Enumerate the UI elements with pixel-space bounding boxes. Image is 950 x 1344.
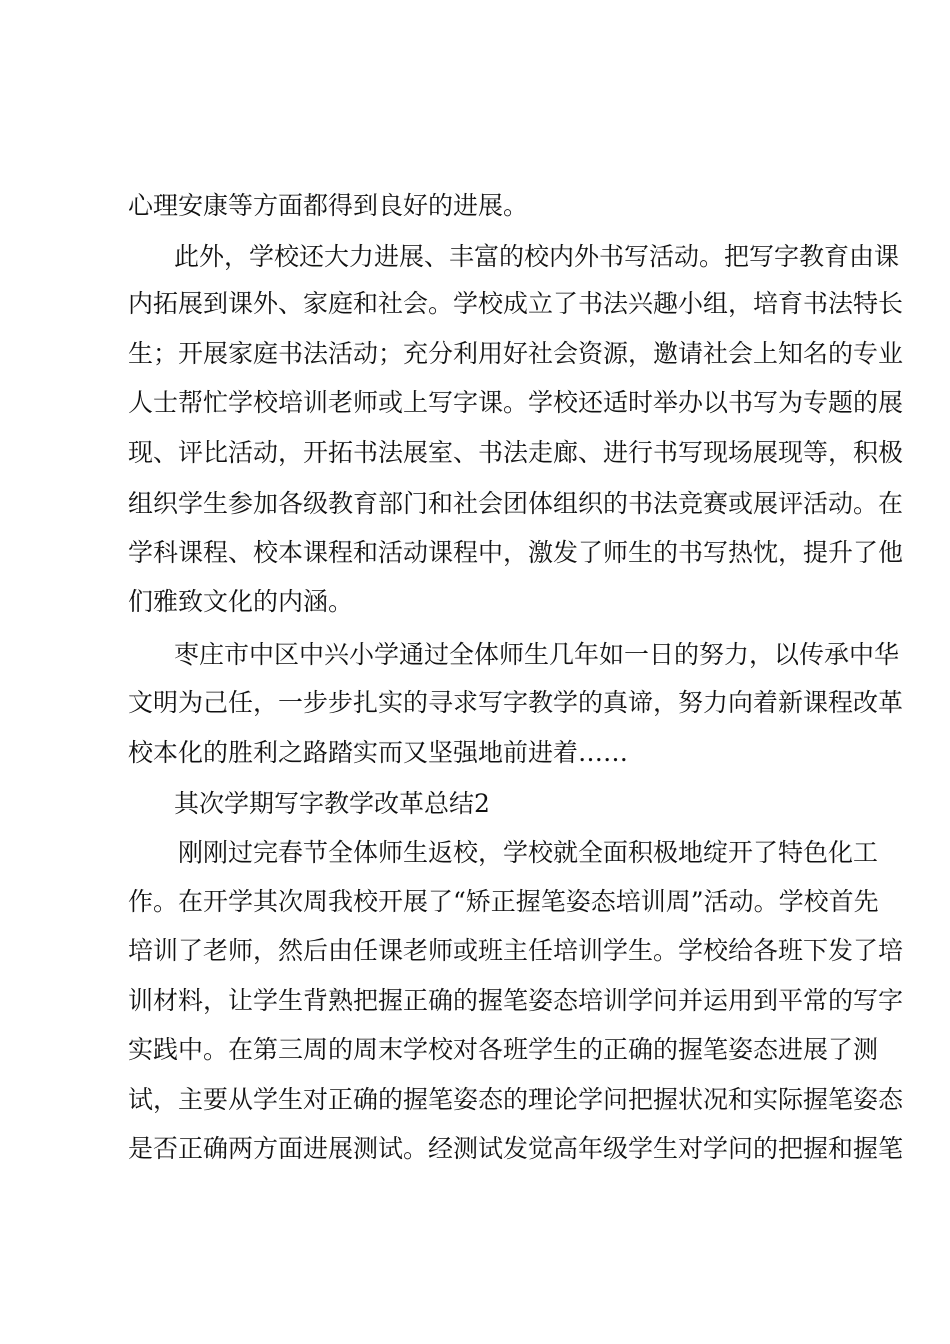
text-line-content: 生；开展家庭书法活动；充分利用好社会资源，邀请社会上知名的专业 [128,339,904,368]
text-line-content: 们雅致文化的内涵。 [128,587,354,616]
text-line-content: 枣庄市中区中兴小学通过全体师生几年如一日的努力，以传承中华 [174,640,900,669]
text-line-content: 试，主要从学生对正确的握笔姿态的理论学问把握状况和实际握笔姿态 [128,1085,904,1114]
text-line-content: 学科课程、校本课程和活动课程中，激发了师生的书写热忱，提升了他 [128,538,904,567]
text-line-content: 校本化的胜利之路踏实而又坚强地前进着…… [128,738,629,767]
section-heading-text: 其次学期写字教学改革总结2 [174,789,490,818]
text-line-content: 内拓展到课外、家庭和社会。学校成立了书法兴趣小组，培育书法特长 [128,289,904,318]
text-line-content: 实践中。在第三周的周末学校对各班学生的正确的握笔姿态进展了测 [128,1035,879,1064]
text-line-content: 现、评比活动，开拓书法展室、书法走廊、进行书写现场展现等，积极 [128,438,904,467]
text-line-content: 人士帮忙学校培训老师或上写字课。学校还适时举办以书写为专题的展 [128,388,904,417]
text-line-content: 作。在开学其次周我校开展了“矫正握笔姿态培训周”活动。学校首先 [128,887,879,916]
text-line-content: 心理安康等方面都得到良好的进展。 [128,191,529,220]
text-line-content: 培训了老师，然后由任课老师或班主任培训学生。学校给各班下发了培 [128,936,904,965]
text-line-content: 是否正确两方面进展测试。经测试发觉高年级学生对学问的把握和握笔 [128,1134,904,1163]
text-line-content: 文明为己任，一步步扎实的寻求写字教学的真谛，努力向着新课程改革 [128,688,904,717]
text-line-content: 训材料，让学生背熟把握正确的握笔姿态培训学问并运用到平常的写字 [128,986,904,1015]
text-line-content: 此外，学校还大力进展、丰富的校内外书写活动。把写字教育由课 [174,242,900,271]
text-line-content: 组织学生参加各级教育部门和社会团体组织的书法竞赛或展评活动。在 [128,489,904,518]
text-line-content: 刚刚过完春节全体师生返校，学校就全面积极地绽开了特色化工 [178,838,879,867]
